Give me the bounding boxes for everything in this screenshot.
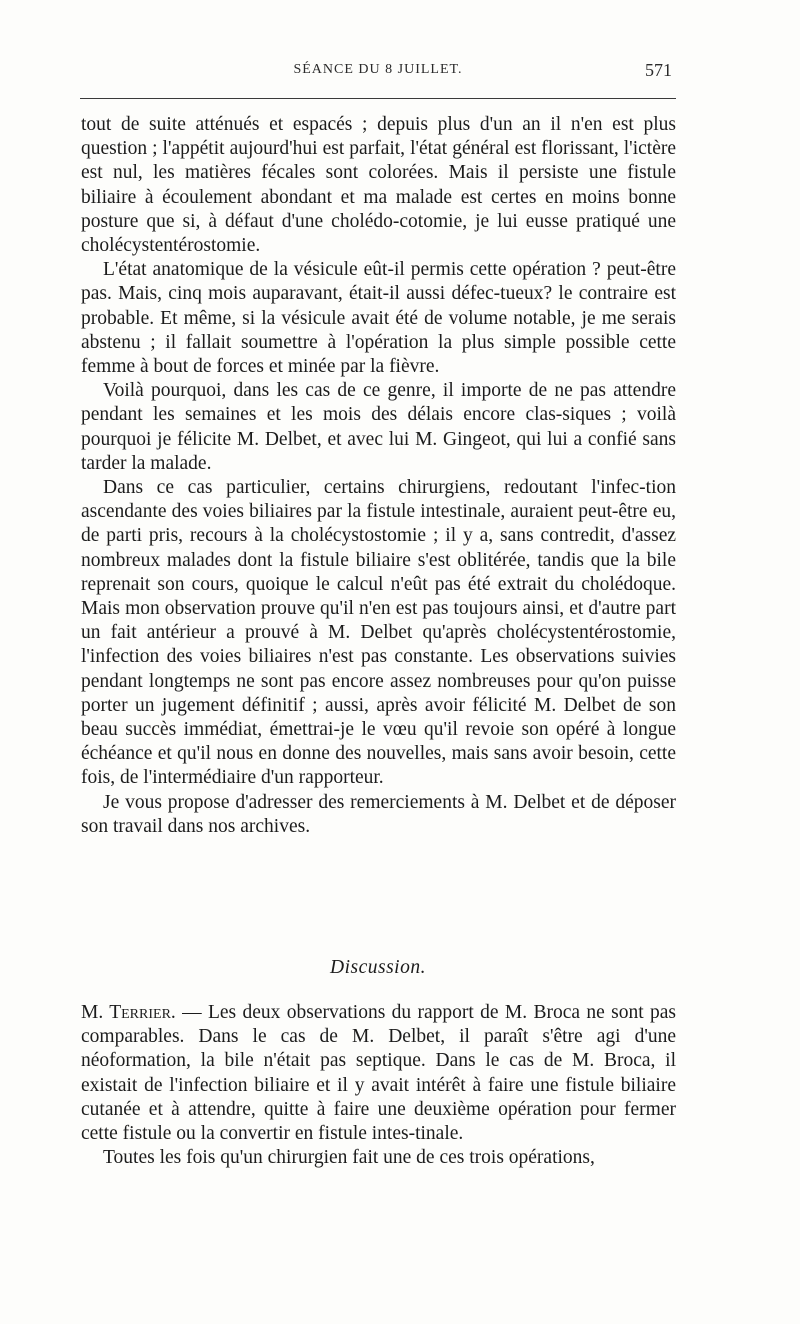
discussion-text	[81, 1001, 676, 1170]
speaker-text: — Les deux observations du rapport de M. Broca ne sont pas comparables. Dans le cas de M. Delbet, il paraît s'être agi d'une néoformation, la bile n'était pas septique. Dans le cas de M. Broca, il existait de l'infection biliaire et il y avait intérêt à faire une fistule biliaire cutanée et à attendre, quitte à faire une deuxième opération pour fermer cette fistule ou la convertir en fistule intes-tinale.	[81, 1002, 676, 1145]
running-header	[80, 60, 676, 86]
running-title: SÉANCE DU 8 JUILLET.	[293, 62, 463, 77]
speaker-paragraph	[81, 1001, 676, 1146]
speaker-name: M. Terrier.	[81, 1002, 176, 1023]
paragraph: tout de suite atténués et espacés ; depuis plus d'un an il n'en est plus question ; l'appétit aujourd'hui est parfait, l'état général est florissant, l'ictère est nul, les matières fécales sont colorées. Mais il persiste une fistule biliaire à écoulement abondant et ma malade est certes en moins bonne posture que si, à défaut d'une cholédo-cotomie, je lui eusse pratiqué une cholécystentérostomie.	[81, 114, 676, 257]
paragraph: Toutes les fois qu'un chirurgien fait une de ces trois opérations,	[103, 1147, 595, 1169]
paragraph: Dans ce cas particulier, certains chirurgiens, redoutant l'infec-tion ascendante des voies biliaires par la fistule intestinale, auraient peut-être eu, de parti pris, recours à la cholécystostomie ; il y a, sans contredit, d'assez nombreux malades dont la fistule biliaire s'est oblitérée, tandis que la bile reprenait son cours, quoique le calcul n'eût pas été extrait du cholédoque. Mais mon observation prouve qu'il n'en est pas toujours ainsi, et d'autre part un fait antérieur a prouvé à M. Delbet qu'après cholécystentérostomie, l'infection des voies biliaires n'est pas constante. Les observations suivies pendant longtemps ne sont pas encore assez nombreuses pour qu'on puisse porter un jugement définitif ; aussi, après avoir félicité M. Delbet de son beau succès immédiat, émettrai-je le vœu qu'il revoie son opéré à longue échéance et qu'il nous en donne des nouvelles, mais sans avoir besoin, cette fois, de l'intermédiaire d'un rapporteur.	[81, 477, 676, 789]
page-number: 571	[645, 60, 672, 80]
section-heading: Discussion.	[330, 957, 426, 978]
paragraph: L'état anatomique de la vésicule eût-il permis cette opération ? peut-être pas. Mais, cinq mois auparavant, était-il aussi défec-tueux? le contraire est probable. Et même, si la vésicule avait été de volume notable, je me serais abstenu ; il fallait soumettre à l'opération la plus simple possible cette femme à bout de forces et minée par la fièvre.	[81, 259, 676, 378]
header-rule	[80, 98, 676, 99]
paragraph: Voilà pourquoi, dans les cas de ce genre, il importe de ne pas attendre pendant les semaines et les mois des délais encore clas-siques ; voilà pourquoi je félicite M. Delbet, et avec lui M. Gingeot, qui lui a confié sans tarder la malade.	[81, 380, 676, 474]
main-text	[81, 113, 676, 839]
paragraph: Je vous propose d'adresser des remerciements à M. Delbet et de déposer son travail dans nos archives.	[81, 791, 676, 837]
